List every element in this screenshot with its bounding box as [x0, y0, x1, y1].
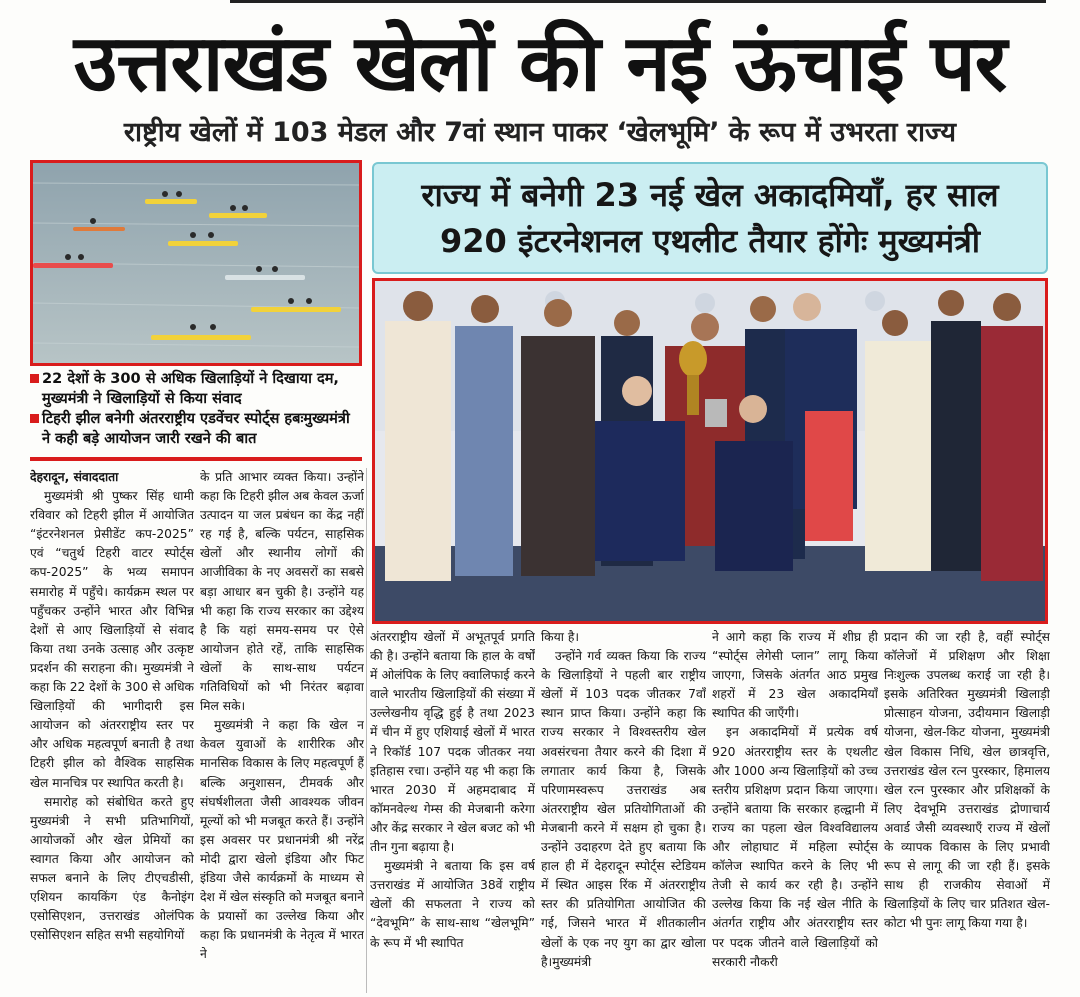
article-paragraph: अंतरराष्ट्रीय खेलों में अभूतपूर्व प्रगति की है। उन्होंने बताया कि हाल के वर्षों में ओलंपिक के लिए क्वालिफाई करने वाले भारतीय खिलाड़ियों की संख्या में उल्लेखनीय वृद्धि हुई है तथा 2023 में चीन में हुए एशियाई खेलों में भारत ने रिकॉर्ड 107 पदक जीतकर नया इतिहास रचा। उन्होंने यह भी कहा कि भारत 2030 में अहमदाबाद में कॉमनवेल्थ गेम्स की मेजबानी करेगा और केंद्र सरकार ने खेल बजट को भी तीन गुना बढ़ाया है। — [370, 630, 535, 855]
subheadline: राष्ट्रीय खेलों में 103 मेडल और 7वां स्थान पाकर ‘खेलभूमि’ के रूप में उभरता राज्य — [123, 117, 957, 148]
section-divider — [30, 457, 362, 461]
article-paragraph: ने आगे कहा कि राज्य में शीघ्र ही “स्पोर्ट्स लेगेसी प्लान” लागू किया जाएगा, जिसके अंतर्गत आठ प्रमुख शहरों में 23 खेल अकादमियाँ स्थापित की जाएँगी। — [712, 630, 878, 721]
banner-line-1: राज्य में बनेगी 23 नई खेल अकादमियाँ, हर साल — [421, 176, 999, 214]
article-paragraph: किया है। — [541, 630, 580, 644]
bullet-square-icon — [30, 374, 39, 383]
article-paragraph — [30, 468, 194, 487]
highlight-text: टिहरी झील बनेगी अंतरराष्ट्रीय एडवेंचर स्पोर्ट्स हबःमुख्यमंत्री ने कही बड़े आयोजन जारी रखने की बात — [42, 410, 350, 447]
highlight-item — [30, 409, 362, 449]
article-column-2 — [200, 468, 364, 993]
rowing-photo — [30, 160, 362, 366]
article-column-6 — [884, 628, 1050, 993]
article-paragraph: मुख्यमंत्री ने बताया कि इस वर्ष उत्तराखंड में आयोजित 38वें राष्ट्रीय खेलों की सफलता ने राज्य को “देवभूमि” के साथ-साथ “खेलभूमि” के रूप में भी स्थापित — [370, 859, 535, 950]
article-column-5 — [712, 628, 878, 993]
column-separator — [366, 468, 367, 993]
article-paragraph: मुख्यमंत्री ने कहा कि खेल न केवल युवाओं के शारीरिक और मानसिक विकास के लिए महत्वपूर्ण हैं बल्कि अनुशासन, टीमवर्क और संघर्षशीलता जैसी आवश्यक जीवन मूल्यों को भी मजबूत करते हैं। उन्होंने इस अवसर पर प्रधानमंत्री श्री नरेंद्र मोदी द्वारा खेलो इंडिया और फिट इंडिया जैसे कार्यक्रमों के माध्यम से देश में खेल संस्कृति को मजबूत बनाने के प्रयासों का उल्लेख किया और कहा कि प्रधानमंत्री के नेतृत्व में भारत ने — [200, 718, 364, 962]
article-paragraph: के प्रति आभार व्यक्त किया। उन्होंने कहा कि टिहरी झील अब केवल ऊर्जा उत्पादन या जल प्रबंधन का केंद्र नहीं रह गई है, बल्कि पर्यटन, साहसिक खेलों और स्थानीय लोगों की आजीविका के नए अवसरों का सबसे बड़ा आधार बन चुकी है। उन्होंने यह भी कहा कि राज्य सरकार का उद्देश्य है कि यहां समय-समय पर ऐसे आयोजन होते रहें, ताकि साहसिक खेलों के साथ-साथ पर्यटन गतिविधियों को भी निरंतर बढ़ावा मिल सके। — [200, 470, 364, 714]
article-column-4 — [541, 628, 706, 993]
article-paragraph: मुख्यमंत्री श्री पुष्कर सिंह धामी रविवार को टिहरी झील में आयोजित “इंटरनेशनल प्रेसीडेंट कप-2025” एवं “चतुर्थ टिहरी वाटर स्पोर्ट्स कप-2025” के भव्य समापन समारोह में पहुँचे। कार्यक्रम स्थल पर पहुँचकर उन्होंने भारत और विभिन्न देशों से आए खिलाड़ियों से संवाद किया तथा उनके उत्साह और उत्कृष्ट प्रदर्शन की सराहना की। मुख्यमंत्री ने कहा कि 22 देशों के 300 से अधिक खिलाड़ियों की भागीदारी इस आयोजन को अंतरराष्ट्रीय स्तर पर और अधिक महत्वपूर्ण बनाती है तथा टिहरी झील को वैश्विक साहसिक खेल मानचित्र पर स्थापित करती है। — [30, 489, 194, 790]
article-paragraph: समारोह को संबोधित करते हुए मुख्यमंत्री ने सभी प्रतिभागियों, आयोजकों और खेल प्रेमियों का स्वागत किया और आयोजन को सफल बनाने के लिए टीएचडीसी, एशियन कायकिंग एंड कैनोइंग एसोसिएशन, उत्तराखंड ओलंपिक एसोसिएशन सहित सभी सहयोगियों — [30, 794, 194, 943]
article-paragraph: इन अकादमियों में प्रत्येक वर्ष 920 अंतरराष्ट्रीय स्तर के एथलीट और 1000 अन्य खिलाड़ियों को उच्च स्तरीय प्रशिक्षण प्रदान किया जाएगा। उन्होंने बताया कि सरकार हल्द्वानी में राज्य का पहला खेल विश्वविद्यालय और लोहाघाट में महिला स्पोर्ट्स कॉलेज स्थापित करने के लिए भी तेजी से कार्य कर रही है। उन्होंने उल्लेख किया कि नई खेल नीति के अंतर्गत राष्ट्रीय और अंतरराष्ट्रीय स्तर पर पदक जीतने वाले खिलाड़ियों को सरकारी नौकरी — [712, 725, 878, 969]
highlight-text: 22 देशों के 300 से अधिक खिलाड़ियों ने दिखाया दम, मुख्यमंत्री ने खिलाड़ियों से किया संवाद — [42, 370, 339, 407]
award-ceremony-photo — [372, 278, 1048, 624]
highlight-item — [30, 369, 362, 409]
article-column-3 — [370, 628, 535, 993]
article-column-1 — [30, 468, 194, 993]
article-paragraph: प्रदान की जा रही है, वहीं स्पोर्ट्स कॉलेजों में प्रशिक्षण और शिक्षा निःशुल्क उपलब्ध कराई जा रही है। इसके अतिरिक्त मुख्यमंत्री खिलाड़ी प्रोत्साहन योजना, उदीयमान खिलाड़ी योजना, खेल-किट योजना, मुख्यमंत्री खेल विकास निधि, खेल छात्रवृत्ति, उत्तराखंड खेल रत्न पुरस्कार, हिमालय खेल रत्न पुरस्कार और प्रशिक्षकों के लिए देवभूमि उत्तराखंड द्रोणाचार्य अवार्ड जैसी व्यवस्थाएँ राज्य में खेलों के व्यापक विकास के लिए प्रभावी रूप से लागू की जा रही हैं। इसके साथ ही राजकीय सेवाओं में खिलाड़ियों के लिए चार प्रतिशत खेल-कोटा भी पुनः लागू किया गया है। — [884, 630, 1050, 931]
banner-headline — [372, 162, 1048, 274]
article-paragraph: उन्होंने गर्व व्यक्त किया कि राज्य के खिलाड़ियों ने पहली बार राष्ट्रीय खेलों में 103 पदक जीतकर 7वाँ स्थान प्राप्त किया। उन्होंने कहा कि राज्य सरकार ने विश्वस्तरीय खेल अवसंरचना तैयार करने की दिशा में लगातार कार्य किया है, जिसके परिणामस्वरूप उत्तराखंड अब अंतरराष्ट्रीय खेल प्रतियोगिताओं की मेजबानी करने में सक्षम हो चुका है। उन्होंने उदाहरण देते हुए बताया कि हाल ही में देहरादून स्पोर्ट्स स्टेडियम में स्थित आइस रिंक में अंतरराष्ट्रीय स्तर की प्रतियोगिता आयोजित की गई, जिसने भारत में शीतकालीन खेलों के एक नए युग का द्वार खोला है।मुख्यमंत्री — [541, 649, 706, 969]
banner-line-2: 920 इंटरनेशनल एथलीट तैयार होंगेः मुख्यमंत्री — [439, 222, 981, 260]
highlights-list — [30, 369, 362, 449]
dateline: देहरादून, संवाददाता — [30, 470, 119, 484]
headline: उत्तराखंड खेलों की नई ऊंचाई पर — [73, 19, 1007, 109]
bullet-square-icon — [30, 414, 39, 423]
top-rule — [230, 0, 1046, 3]
